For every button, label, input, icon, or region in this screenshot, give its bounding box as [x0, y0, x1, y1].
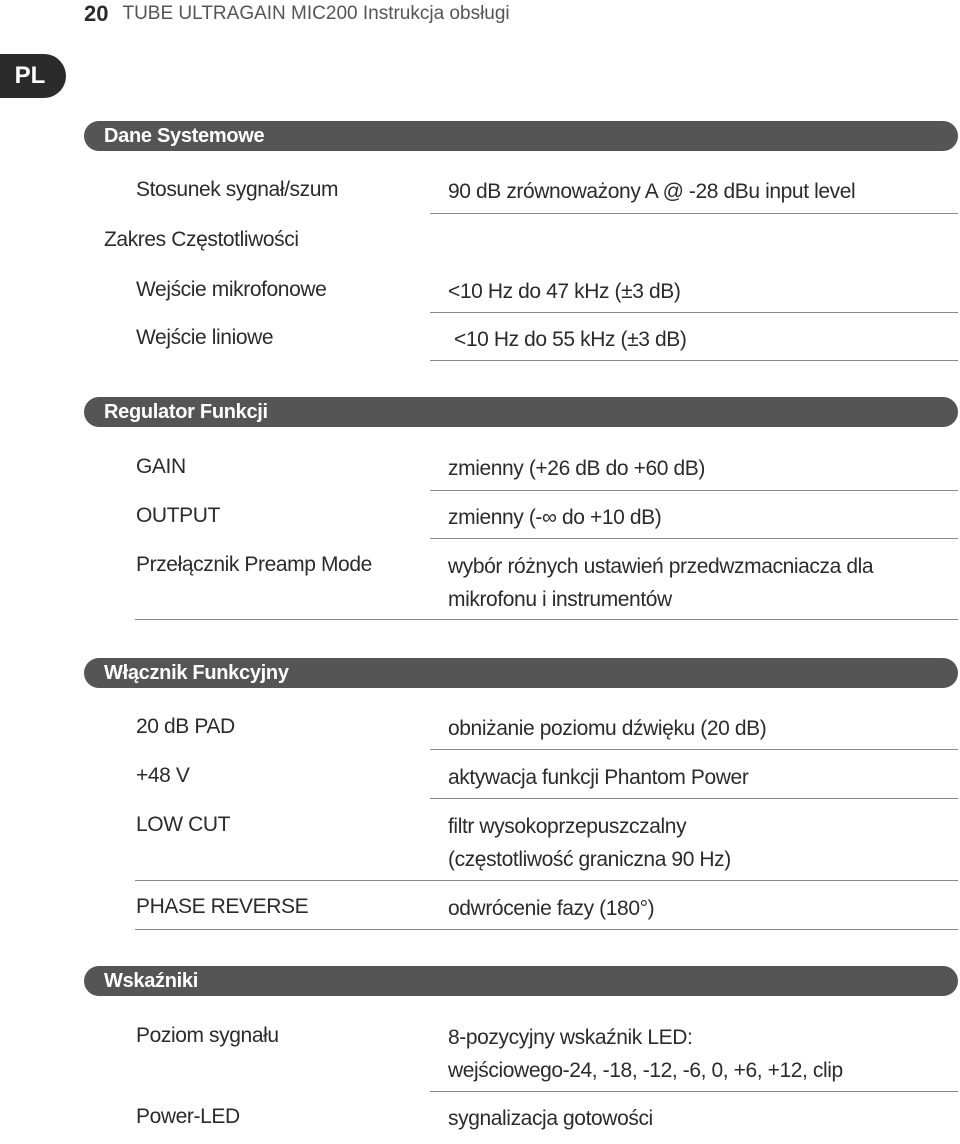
phantom-power-label: +48 V — [136, 764, 190, 787]
section-header-system — [84, 121, 958, 151]
row-divider — [430, 538, 958, 539]
preamp-mode-label: Przełącznik Preamp Mode — [136, 553, 372, 576]
section-title: Włącznik Funkcyjny — [104, 661, 289, 684]
output-value: zmienny (-∞ do +10 dB) — [448, 506, 662, 529]
row-divider — [430, 213, 958, 214]
mic-input-value: <10 Hz do 47 kHz (±3 dB) — [448, 280, 681, 303]
preamp-mode-value-line-2: mikrofonu i instrumentów — [448, 588, 672, 611]
phase-reverse-label: PHASE REVERSE — [136, 895, 309, 918]
mic-input-label: Wejście mikrofonowe — [136, 278, 327, 301]
frequency-range-group-label: Zakres Częstotliwości — [104, 228, 299, 251]
power-led-value: sygnalizacja gotowości — [448, 1107, 653, 1130]
output-label: OUTPUT — [136, 504, 220, 527]
low-cut-value-line-2: (częstotliwość graniczna 90 Hz) — [448, 848, 731, 871]
row-divider — [430, 798, 958, 799]
signal-level-label: Poziom sygnału — [136, 1024, 279, 1047]
page-number: 20 — [84, 1, 109, 26]
section-header-indicators — [84, 966, 958, 996]
document-title: TUBE ULTRAGAIN MIC200 Instrukcja obsługi — [122, 3, 510, 24]
gain-label: GAIN — [136, 455, 186, 478]
section-header-switches — [84, 658, 958, 688]
row-divider — [430, 312, 958, 313]
section-title: Regulator Funkcji — [104, 400, 268, 423]
gain-value: zmienny (+26 dB do +60 dB) — [448, 457, 705, 480]
row-divider — [135, 880, 958, 881]
row-divider — [430, 490, 958, 491]
section-bottom-divider — [135, 929, 958, 930]
phase-reverse-value: odwrócenie fazy (180°) — [448, 897, 655, 920]
preamp-mode-value-line-1: wybór różnych ustawień przedwzmacniacza dla — [448, 555, 874, 578]
language-tab: PL — [0, 54, 66, 98]
snr-label: Stosunek sygnał/szum — [136, 178, 339, 201]
phantom-power-value: aktywacja funkcji Phantom Power — [448, 766, 749, 789]
signal-level-value-line-2: wejściowego-24, -18, -12, -6, 0, +6, +12, clip — [448, 1059, 843, 1082]
section-title: Wskaźniki — [104, 969, 198, 992]
row-divider — [430, 360, 958, 361]
power-led-label: Power-LED — [136, 1105, 240, 1128]
low-cut-value-line-1: filtr wysokoprzepuszczalny — [448, 815, 687, 838]
signal-level-value-line-1: 8-pozycyjny wskaźnik LED: — [448, 1026, 693, 1049]
section-bottom-divider — [135, 619, 958, 620]
section-title: Dane Systemowe — [104, 124, 265, 147]
page-header — [84, 0, 510, 28]
row-divider — [430, 1091, 958, 1092]
section-header-controls — [84, 397, 958, 427]
line-input-label: Wejście liniowe — [136, 326, 274, 349]
pad-label: 20 dB PAD — [136, 715, 235, 738]
low-cut-label: LOW CUT — [136, 813, 231, 836]
row-divider — [430, 749, 958, 750]
snr-value: 90 dB zrównoważony A @ -28 dBu input level — [448, 180, 856, 203]
pad-value: obniżanie poziomu dźwięku (20 dB) — [448, 717, 767, 740]
line-input-value: <10 Hz do 55 kHz (±3 dB) — [454, 328, 687, 351]
